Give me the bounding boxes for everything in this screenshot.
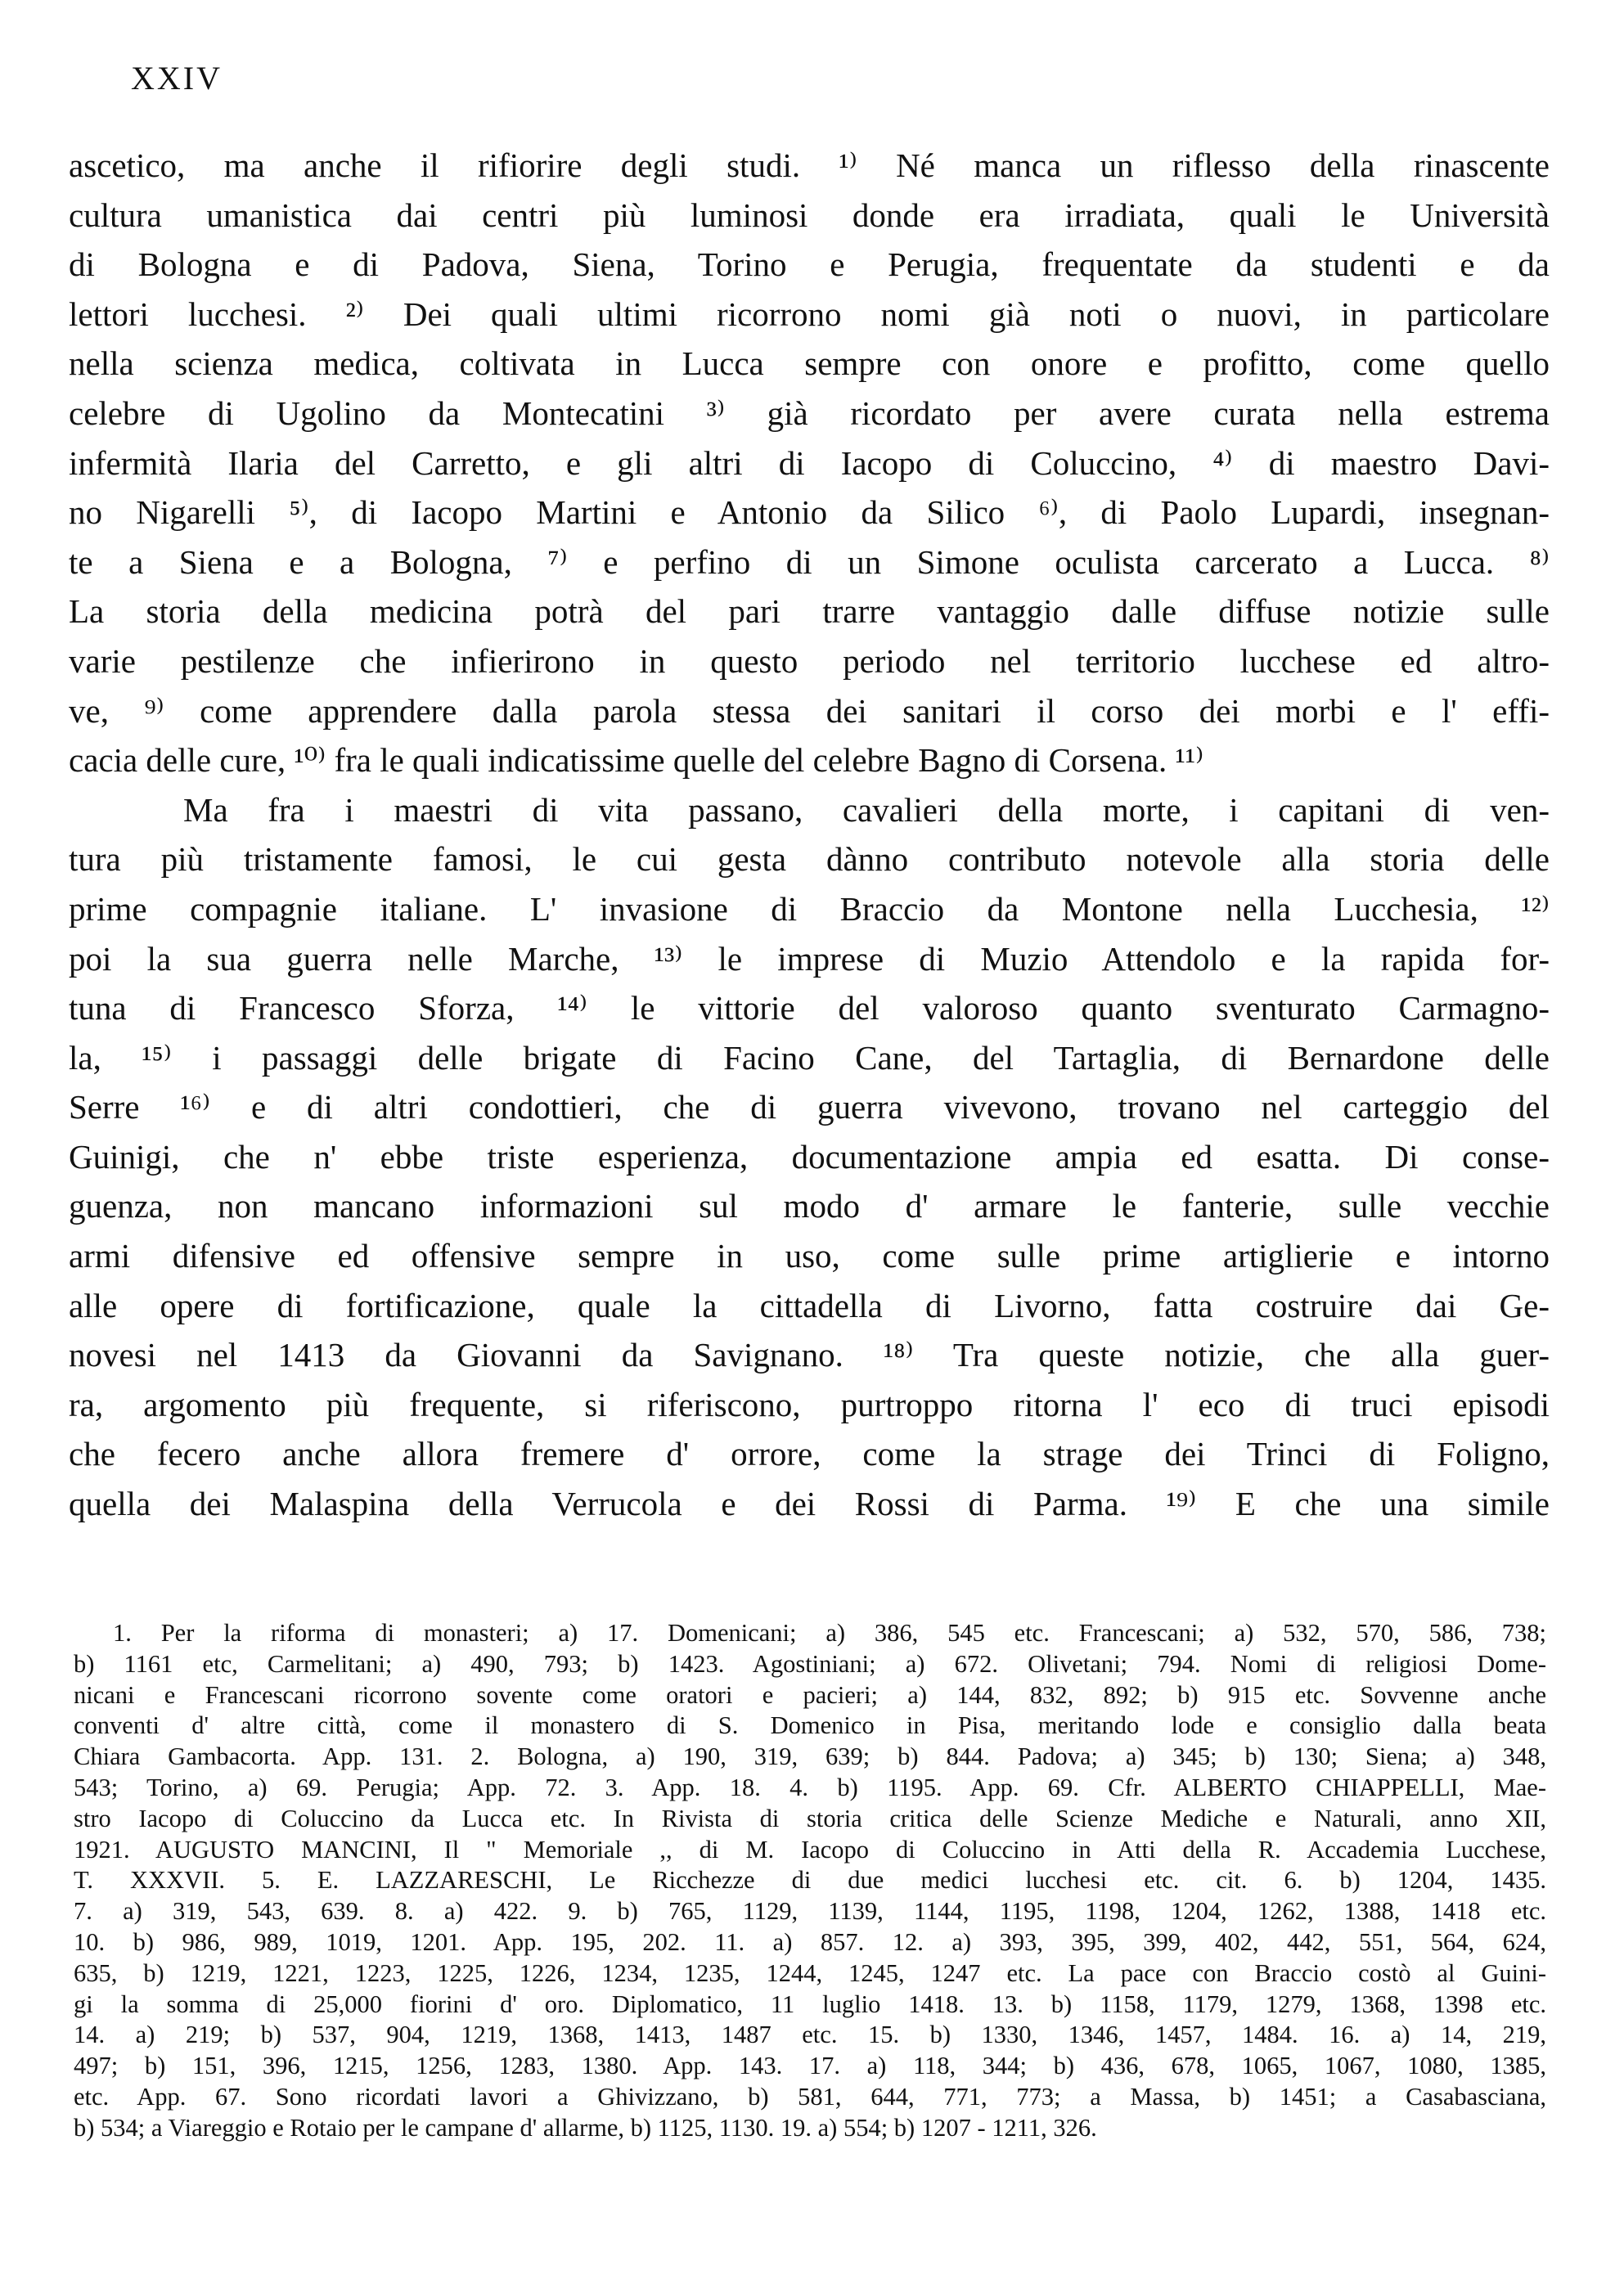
footnote-line: 7. a) 319, 543, 639. 8. a) 422. 9. b) 765, 1129, 1139, 1144, 1195, 1198, 1204, 1262, 1388, 1418 etc. (74, 1897, 1546, 1926)
footnote-line: 1921. AUGUSTO MANCINI, Il " Memoriale ,, di M. Iacopo di Coluccino in Atti della R. Accademia Lucchese, (74, 1835, 1546, 1864)
footnote-line: Chiara Gambacorta. App. 131. 2. Bologna, a) 190, 319, 639; b) 844. Padova; a) 345; b) 130; Siena; a) 348, (74, 1742, 1546, 1771)
text-line: novesi nel 1413 da Giovanni da Savignano. ¹⁸⁾ Tra queste notizie, che alla guer- (69, 1336, 1550, 1374)
text-line: varie pestilenze che infierirono in questo periodo nel territorio lucchese ed altro- (69, 641, 1550, 680)
footnote-line: 497; b) 151, 396, 1215, 1256, 1283, 1380. App. 143. 17. a) 118, 344; b) 436, 678, 1065, 1067, 1080, 1385, (74, 2052, 1546, 2080)
footnote-line: 14. a) 219; b) 537, 904, 1219, 1368, 1413, 1487 etc. 15. b) 1330, 1346, 1457, 1484. 16. a) 14, 219, (74, 2021, 1546, 2049)
text-line: celebre di Ugolino da Montecatini ³⁾ già ricordato per avere curata nella estrema (69, 393, 1550, 432)
page-number: XXIV (131, 60, 223, 97)
text-line: prime compagnie italiane. L' invasione di Braccio da Montone nella Lucchesia, ¹²⁾ (69, 889, 1550, 928)
text-line: di Bologna e di Padova, Siena, Torino e Perugia, frequentate da studenti e da (69, 245, 1550, 284)
footnote-line: 1. Per la riforma di monasteri; a) 17. Domenicani; a) 386, 545 etc. Francescani; a) 532, 570, 586, 738; (113, 1619, 1546, 1647)
text-line: Guinigi, che n' ebbe triste esperienza, documentazione ampia ed esatta. Di conse- (69, 1137, 1550, 1176)
text-line: quella dei Malaspina della Verrucola e dei Rossi di Parma. ¹⁹⁾ E che una simile (69, 1485, 1550, 1523)
text-line: cultura umanistica dai centri più luminosi donde era irradiata, quali le Università (69, 196, 1550, 234)
text-line: Ma fra i maestri di vita passano, cavalieri della morte, i capitani di ven- (183, 790, 1550, 829)
footnote-line: T. XXXVII. 5. E. LAZZARESCHI, Le Ricchezze di due medici lucchesi etc. cit. 6. b) 1204, 1435. (74, 1866, 1546, 1895)
footnote-line: b) 534; a Viareggio e Rotaio per le campane d' allarme, b) 1125, 1130. 19. a) 554; b) 1207 - 1211, 326. (74, 2113, 1097, 2142)
footnotes (74, 1618, 1546, 2144)
text-line: no Nigarelli ⁵⁾, di Iacopo Martini e Antonio da Silico ⁶⁾, di Paolo Lupardi, insegnan- (69, 493, 1550, 532)
text-line: poi la sua guerra nelle Marche, ¹³⁾ le imprese di Muzio Attendolo e la rapida for- (69, 939, 1550, 978)
footnote-line: b) 1161 etc, Carmelitani; a) 490, 793; b) 1423. Agostiniani; a) 672. Olivetani; 794. Nomi di religiosi Dome- (74, 1649, 1546, 1678)
text-line: armi difensive ed offensive sempre in uso, come sulle prime artiglierie e intorno (69, 1237, 1550, 1275)
footnote-line: 543; Torino, a) 69. Perugia; App. 72. 3. App. 18. 4. b) 1195. App. 69. Cfr. ALBERTO CHIAPPELLI, Mae- (74, 1773, 1546, 1801)
text-line: cacia delle cure, ¹⁰⁾ fra le quali indicatissime quelle del celebre Bagno di Corsena. ¹¹⁾ (69, 741, 1204, 780)
footnote-line: stro Iacopo di Coluccino da Lucca etc. In Rivista di storia critica delle Scienze Mediche e Naturali, anno XII, (74, 1804, 1546, 1832)
text-line: nella scienza medica, coltivata in Lucca sempre con onore e profitto, come quello (69, 344, 1550, 383)
text-line: Serre ¹⁶⁾ e di altri condottieri, che di guerra vivevono, trovano nel carteggio del (69, 1088, 1550, 1126)
text-line: la, ¹⁵⁾ i passaggi delle brigate di Facino Cane, del Tartaglia, di Bernardone delle (69, 1038, 1550, 1077)
footnote-line: etc. App. 67. Sono ricordati lavori a Ghivizzano, b) 581, 644, 771, 773; a Massa, b) 1451; a Casabasciana, (74, 2082, 1546, 2111)
text-line: La storia della medicina potrà del pari trarre vantaggio dalle diffuse notizie sulle (69, 592, 1550, 631)
footnote-line: gi la somma di 25,000 fiorini d' oro. Diplomatico, 11 luglio 1418. 13. b) 1158, 1179, 1279, 1368, 1398 etc. (74, 1990, 1546, 2018)
footnote-line: conventi d' altre città, come il monastero di S. Domenico in Pisa, meritando lode e consiglio dalla beata (74, 1711, 1546, 1740)
text-line: te a Siena e a Bologna, ⁷⁾ e perfino di un Simone oculista carcerato a Lucca. ⁸⁾ (69, 542, 1550, 581)
text-line: alle opere di fortificazione, quale la cittadella di Livorno, fatta costruire dai Ge- (69, 1286, 1550, 1324)
text-line: tuna di Francesco Sforza, ¹⁴⁾ le vittorie del valoroso quanto sventurato Carmagno- (69, 989, 1550, 1027)
text-line: lettori lucchesi. ²⁾ Dei quali ultimi ricorrono nomi già noti o nuovi, in particolare (69, 294, 1550, 333)
main-text (69, 141, 1550, 1529)
text-line: guenza, non mancano informazioni sul modo d' armare le fanterie, sulle vecchie (69, 1187, 1550, 1225)
text-line: ra, argomento più frequente, si riferiscono, purtroppo ritorna l' eco di truci episodi (69, 1385, 1550, 1423)
text-line: tura più tristamente famosi, le cui gesta dànno contributo notevole alla storia delle (69, 840, 1550, 879)
footnote-line: 10. b) 986, 989, 1019, 1201. App. 195, 202. 11. a) 857. 12. a) 393, 395, 399, 402, 442, 551, 564, 624, (74, 1927, 1546, 1956)
text-line: ascetico, ma anche il rifiorire degli studi. ¹⁾ Né manca un riflesso della rinascente (69, 146, 1550, 184)
footnote-line: 635, b) 1219, 1221, 1223, 1225, 1226, 1234, 1235, 1244, 1245, 1247 etc. La pace con Braccio costò al Guini- (74, 1958, 1546, 1987)
footnote-line: nicani e Francescani ricorrono sovente come oratori e pacieri; a) 144, 832, 892; b) 915 etc. Sovvenne anche (74, 1680, 1546, 1709)
text-line: ve, ⁹⁾ come apprendere dalla parola stessa dei sanitari il corso dei morbi e l' effi- (69, 691, 1550, 730)
text-line: infermità Ilaria del Carretto, e gli altri di Iacopo di Coluccino, ⁴⁾ di maestro Davi- (69, 443, 1550, 482)
text-line: che fecero anche allora fremere d' orrore, come la strage dei Trinci di Foligno, (69, 1435, 1550, 1473)
